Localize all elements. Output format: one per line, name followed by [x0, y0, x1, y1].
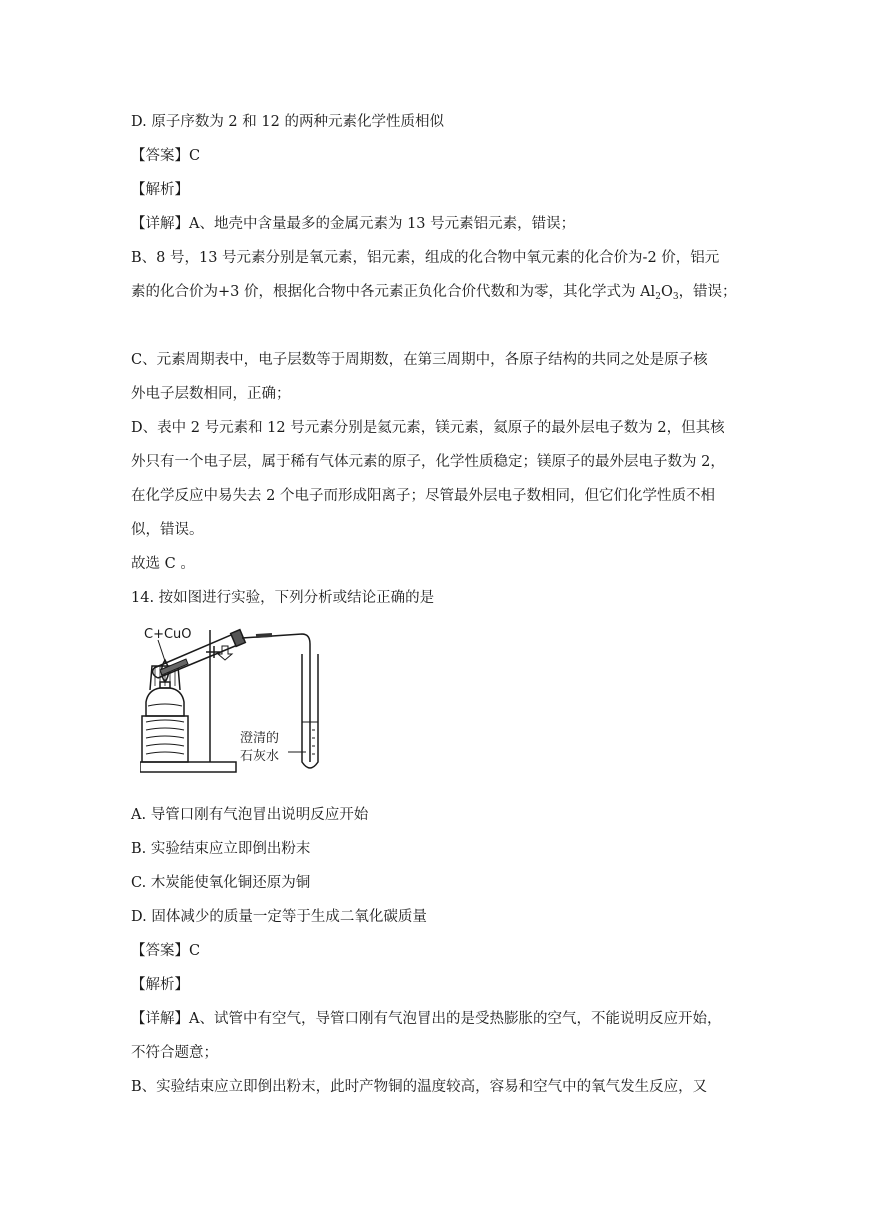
alcohol-lamp	[146, 688, 184, 716]
q13-conclusion: 故选 C 。	[131, 556, 195, 572]
q13-detail-c-line2: 外电子层数相同，正确；	[131, 386, 291, 402]
q14-question: 14. 按如图进行实验，下列分析或结论正确的是	[131, 590, 435, 606]
q14-option-a: A. 导管口刚有气泡冒出说明反应开始	[131, 807, 369, 823]
q13-answer: 【答案】C	[131, 148, 201, 164]
q14-detail-b-line1: B、实验结束应立即倒出粉末，此时产物铜的温度较高，容易和空气中的氧气发生反应，又	[131, 1079, 708, 1095]
q13-detail-b-tail: ，错误；	[678, 284, 737, 300]
q13-detail-c-line1: C、元素周期表中，电子层数等于周期数，在第三周期中，各原子结构的共同之处是原子核	[131, 352, 708, 368]
q13-detail-d-line3: 在化学反应中易失去 2 个电子而形成阳离子；尽管最外层电子数相同，但它们化学性质不相	[131, 488, 715, 504]
formula-oxygen: O	[660, 284, 673, 300]
q14-detail-a-line1: 【详解】A、试管中有空气，导管口刚有气泡冒出的是受热膨胀的空气，不能说明反应开始，	[131, 1011, 722, 1027]
q13-analysis-heading: 【解析】	[131, 182, 189, 198]
q13-detail-b-line2	[131, 282, 737, 307]
rubber-connector	[256, 635, 272, 636]
q14-option-d: D. 固体减少的质量一定等于生成二氧化碳质量	[131, 909, 427, 925]
q14-detail-a-line2: 不符合题意；	[131, 1045, 218, 1061]
label-reactants: C+CuO	[144, 627, 192, 642]
q13-option-d: D. 原子序数为 2 和 12 的两种元素化学性质相似	[131, 114, 444, 130]
wooden-block	[142, 716, 188, 762]
q13-detail-d-line2: 外只有一个电子层，属于稀有气体元素的原子，化学性质稳定；镁原子的最外层电子数为 2，	[131, 454, 725, 470]
experiment-figure	[140, 626, 330, 781]
q13-detail-b-line1: B、8 号，13 号元素分别是氧元素，铝元素，组成的化合物中氧元素的化合价为-2 价，铝元	[131, 250, 720, 266]
q14-answer: 【答案】C	[131, 943, 201, 959]
carbon-reduction-apparatus	[140, 626, 330, 781]
formula-subscript-2: 2	[655, 292, 661, 302]
q13-detail-d-line4: 似，错误。	[131, 522, 204, 538]
stand-base	[140, 762, 236, 772]
clamp	[206, 646, 220, 658]
formula-subscript-3: 3	[672, 292, 679, 302]
label-limewater-line2: 石灰水	[240, 749, 280, 764]
label-limewater-line1: 澄清的	[240, 731, 280, 746]
q13-detail-b-text: 素的化合价为+3 价，根据化合物中各元素正负化合价代数和为零，其化学式为 Al	[131, 284, 656, 300]
q13-detail-d-line1: D、表中 2 号元素和 12 号元素分别是氦元素，镁元素，氦原子的最外层电子数为 2，但其核	[131, 420, 725, 436]
q14-option-c: C. 木炭能使氧化铜还原为铜	[131, 875, 311, 891]
q13-detail-a: 【详解】A、地壳中含量最多的金属元素为 13 号元素铝元素，错误；	[131, 216, 576, 232]
q14-option-b: B. 实验结束应立即倒出粉末	[131, 841, 311, 857]
q14-analysis-heading: 【解析】	[131, 977, 189, 993]
